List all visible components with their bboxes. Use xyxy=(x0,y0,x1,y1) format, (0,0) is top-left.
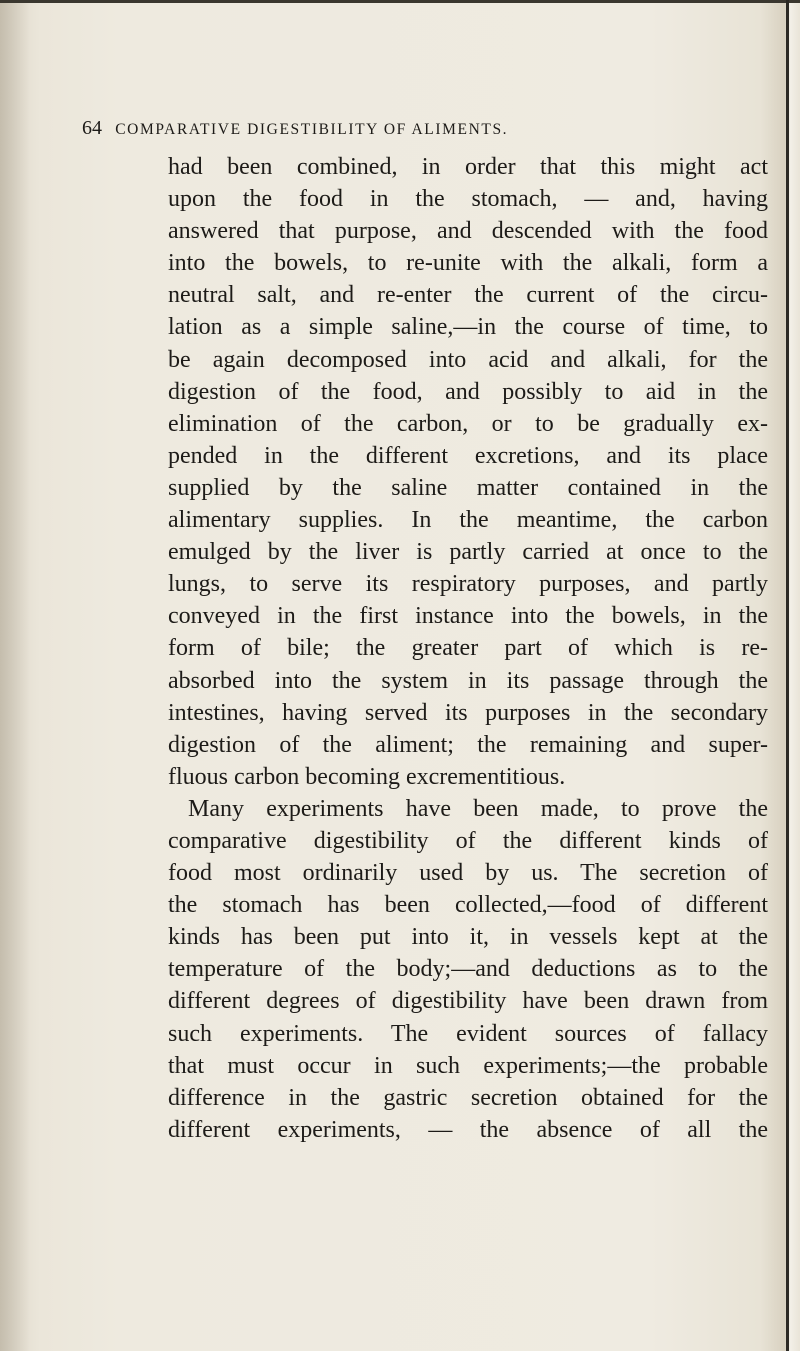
running-header xyxy=(82,117,722,140)
text-line: different degrees of digestibility have been drawn from xyxy=(168,988,768,1015)
text-line: upon the food in the stomach, — and, having xyxy=(168,186,768,213)
text-line: lungs, to serve its respiratory purposes, and partly xyxy=(168,571,768,598)
text-line: pended in the different excretions, and its place xyxy=(168,442,768,469)
text-line: kinds has been put into it, in vessels kept at the xyxy=(168,924,768,951)
text-line: absorbed into the system in its passage through the xyxy=(168,667,768,694)
text-line: the stomach has been collected,—food of different xyxy=(168,892,768,919)
paragraph-last-line: fluous carbon becoming excrementitious. xyxy=(168,763,566,790)
text-line: conveyed in the first instance into the bowels, in the xyxy=(168,603,768,630)
text-line: be again decomposed into acid and alkali, for the xyxy=(168,346,768,373)
text-line: difference in the gastric secretion obtained for the xyxy=(168,1084,768,1111)
text-line: answered that purpose, and descended with the food xyxy=(168,218,768,245)
text-line: digestion of the aliment; the remaining and super- xyxy=(168,731,768,758)
text-line: that must occur in such experiments;—the probable xyxy=(168,1052,768,1079)
text-line: form of bile; the greater part of which is re- xyxy=(168,635,768,662)
text-line: into the bowels, to re-unite with the alkali, form a xyxy=(168,250,768,277)
text-line: supplied by the saline matter contained in the xyxy=(168,474,768,501)
running-title: COMPARATIVE DIGESTIBILITY OF ALIMENTS. xyxy=(115,121,509,138)
text-line: emulged by the liver is partly carried at once to the xyxy=(168,539,768,566)
body-text xyxy=(168,151,768,1146)
text-line: digestion of the food, and possibly to aid in the xyxy=(168,378,768,405)
page-binding-edge xyxy=(786,0,789,1351)
page-gutter-shadow xyxy=(0,0,30,1351)
page-number: 64 xyxy=(82,117,102,139)
text-line: temperature of the body;—and deductions as to the xyxy=(168,956,768,983)
text-line: comparative digestibility of the different kinds of xyxy=(168,827,768,854)
text-line: neutral salt, and re-enter the current of the circu- xyxy=(168,282,768,309)
paragraph-first-line: Many experiments have been made, to prove the xyxy=(188,795,768,822)
text-line: such experiments. The evident sources of fallacy xyxy=(168,1020,768,1047)
text-line: intestines, having served its purposes in the secondary xyxy=(168,699,768,726)
text-line: had been combined, in order that this might act xyxy=(168,154,768,180)
text-line: elimination of the carbon, or to be gradually ex- xyxy=(168,410,768,437)
page-top-edge xyxy=(0,0,800,3)
text-line: alimentary supplies. In the meantime, the carbon xyxy=(168,507,768,534)
text-line: lation as a simple saline,—in the course of time, to xyxy=(168,314,768,341)
text-line: different experiments, — the absence of all the xyxy=(168,1116,768,1143)
text-line: food most ordinarily used by us. The secretion of xyxy=(168,860,768,887)
